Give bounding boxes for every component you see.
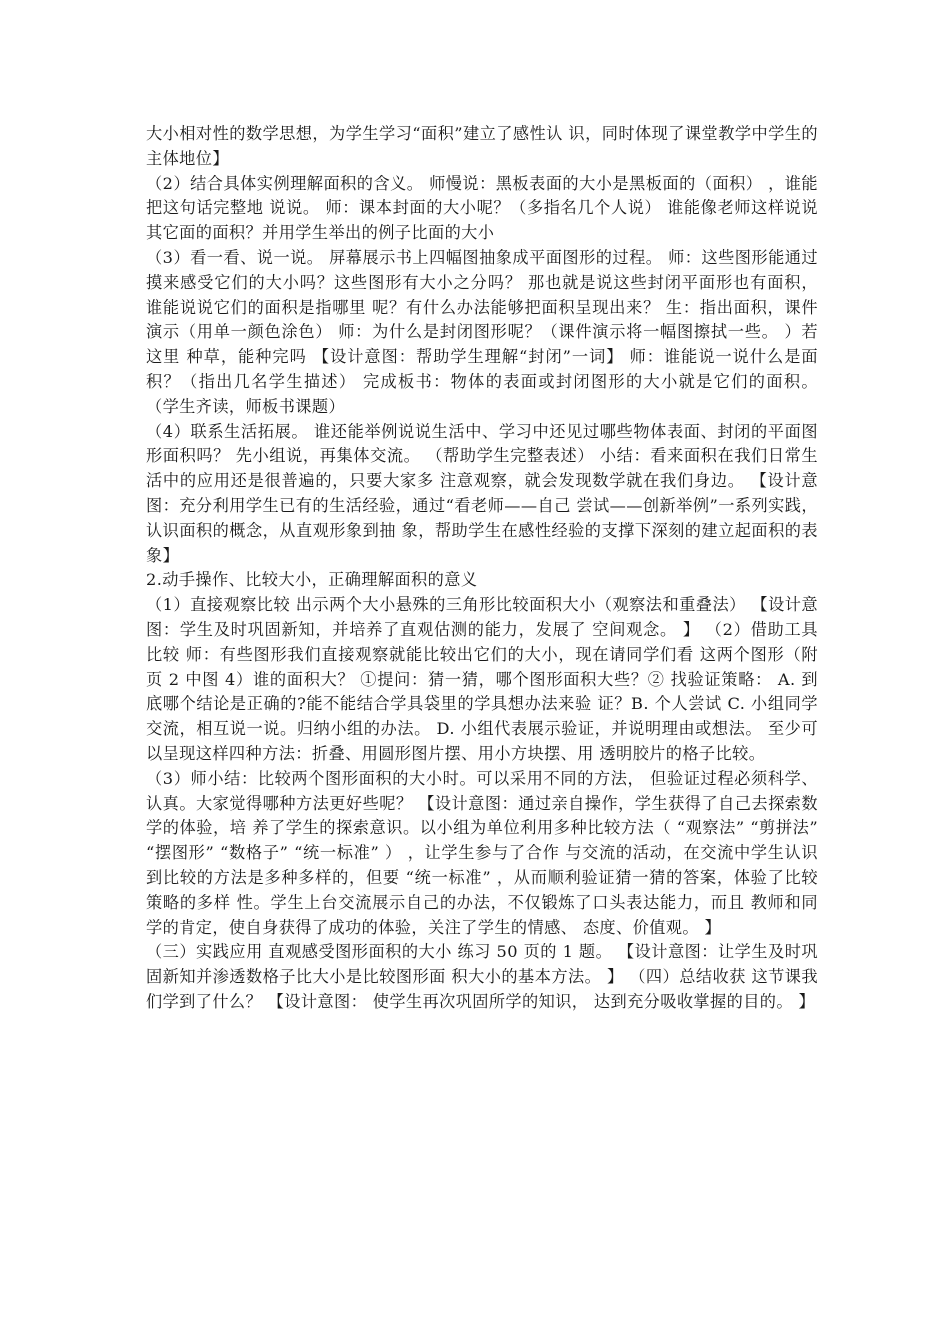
paragraph-direct-comparison: （1）直接观察比较 出示两个大小悬殊的三角形比较面积大小（观察法和重叠法） 【设计意图：学生及时巩固新知，并培养了直观估测的能力，发展了 空间观念。 】 （2）借助工具比较 师：有些图形我们直接观察就能比较出它们的大小，现在请同学们看 这两个图形（附页 2 中图 4）谁的面积大？ ①提问：猜一猜，哪个图形面积大些？② 找验证策略： A. 到底哪个结论是正确的?能不能结合学具袋里的学具想办法来验 证？B. 个人尝试 C. 小组同学交流，相互说一说。归纳小组的办法。 D. 小组代表展示验证，并说明理由或想法。 至少可以呈现这样四种方法：折叠、用圆形图片摆、用小方块摆、用 透明胶片的格子比较。 — [146, 595, 818, 763]
paragraph-practice-and-summary: （三）实践应用 直观感受图形面积的大小 练习 50 页的 1 题。 【设计意图：让学生及时巩固新知并渗透数格子比大小是比较图形面 积大小的基本方法。 】 （四）总结收获 这节课我们学到了什么？ 【设计意图： 使学生再次巩固所学的知识， 达到充分吸收掌握的目的。 】 — [146, 942, 818, 1011]
paragraph-intro-continuation: 大小相对性的数学思想，为学生学习“面积”建立了感性认 识，同时体现了课堂教学中学生的主体地位】 — [146, 124, 818, 168]
paragraph-teacher-summary: （3）师小结：比较两个图形面积的大小时。可以采用不同的方法， 但验证过程必须科学、认真。大家觉得哪种方法更好些呢？ 【设计意图：通过亲自操作，学生获得了自己去探索数学的体验，培 养了学生的探索意识。以小组为单位利用多种比较方法（ “观察法” “剪拼法” “摆图形” “数格子” “统一标准” ） ，让学生参与了合作 与交流的活动，在交流中学生认识到比较的方法是多种多样的，但要 “统一标准” ，从而顺利验证猜一猜的答案，体验了比较策略的多样 性。学生上台交流展示自己的办法，不仅锻炼了口头表达能力，而且 教师和同学的肯定，使自身获得了成功的体验，关注了学生的情感、 态度、价值观。 】 — [146, 768, 818, 937]
paragraph-section-2: （2）结合具体实例理解面积的含义。 师慢说：黑板表面的大小是黑板面的（面积） ，谁能把这句话完整地 说说。 师：课本封面的大小呢？（多指名几个人说） 谁能像老师这样说说其它面的面积？并用学生举出的例子比面的大小 — [146, 173, 818, 243]
heading-hands-on-comparison: 2.动手操作、比较大小，正确理解面积的意义 — [146, 570, 478, 590]
paragraph-section-3: （3）看一看、说一说。 屏幕展示书上四幅图抽象成平面图形的过程。 师：这些图形能通过摸来感受它们的大小吗？这些图形有大小之分吗？ 那也就是说这些封闭平面形也有面积， 谁能说说它们的面积是指哪里 呢？有什么办法能够把面积呈现出来？ 生：指出面积，课件演示（用单一颜色涂色） 师：为什么是封闭图形呢？（课件演示将一幅图擦拭一些。 ）若这里 种草，能种完吗 【设计意图：帮助学生理解“封闭”一词】 师：谁能说一说什么是面积？（指出几名学生描述） 完成板书：物体的表面或封闭图形的大小就是它们的面积。 （学生齐读，师板书课题） — [146, 247, 818, 416]
document-body — [146, 122, 818, 1015]
paragraph-section-4: （4）联系生活拓展。 谁还能举例说说生活中、学习中还见过哪些物体表面、封闭的平面图 形面积吗？ 先小组说，再集体交流。 （帮助学生完整表述） 小结：看来面积在我们日常生活中的应用还是很普遍的，只要大家多 注意观察，就会发现数学就在我们身边。 【设计意图：充分利用学生已有的生活经验，通过“看老师——自己 尝试——创新举例”一系列实践，认识面积的概念，从直观形象到抽 象，帮助学生在感性经验的支撑下深刻的建立起面积的表象】 — [146, 421, 818, 565]
